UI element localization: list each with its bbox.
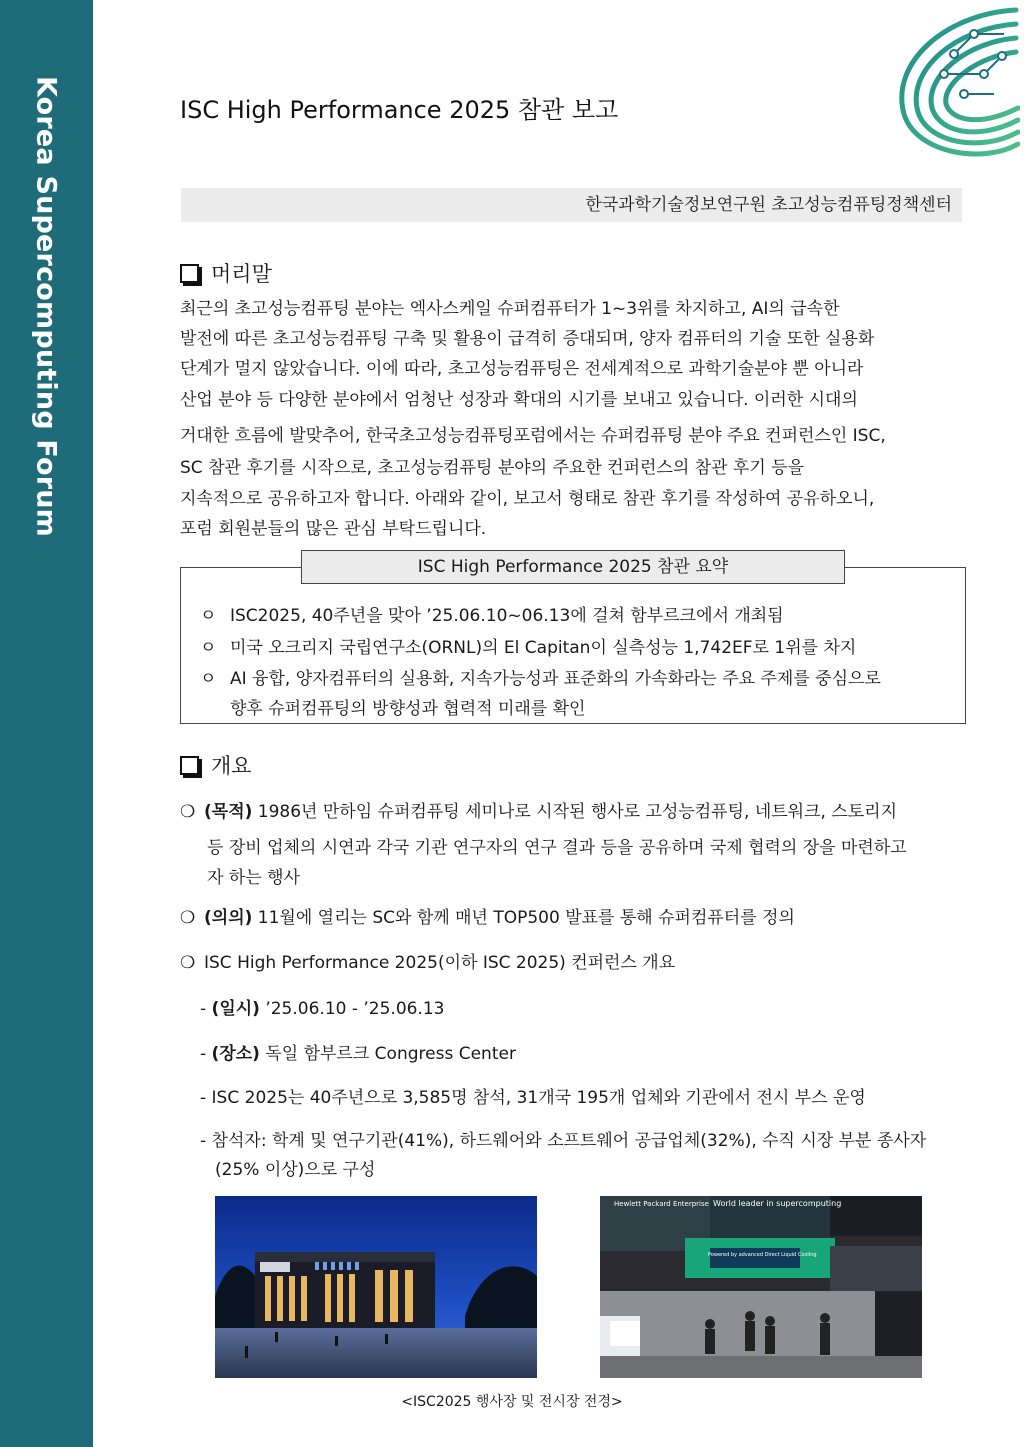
shadow-circle-bullet-icon: ❍ [180,802,196,822]
page-title: ISC High Performance 2025 참관 보고 [180,96,619,124]
photo-caption: <ISC2025 행사장 및 전시장 전경> [401,1394,623,1410]
attendance-item: - ISC 2025는 40주년으로 3,585명 참석, 31개국 195개 업체와 기관에서 전시 부스 운영 [200,1088,866,1108]
circle-bullet-icon: ㅇ [200,669,217,689]
exhibition-photo [600,1196,922,1378]
supercomputing-banner-text: World leader in supercomputing [713,1199,842,1208]
sidebar [0,0,93,1447]
cooling-sign-text: Powered by advanced Direct Liquid Cooling [708,1252,817,1258]
purpose-item: ❍ (목적) 1986년 만하임 슈퍼컴퓨팅 세미나로 시작된 행사로 고성능컴퓨팅, 네트워크, 스토리지 [180,797,964,827]
summary-item: ㅇ 미국 오크리지 국립연구소(ORNL)의 El Capitan이 실측성능 1,742EF로 1위를 차지 [200,633,856,658]
attendees-item: - 참석자: 학계 및 연구기관(41%), 하드웨어와 소프트웨어 공급업체(32%), 수직 시장 부분 종사자 [200,1131,927,1151]
intro-line: 거대한 흐름에 발맞추어, 한국초고성능컴퓨팅포럼에서는 슈퍼컴퓨팅 분야 주요 컨퍼런스인 ISC, [180,426,886,446]
intro-line: 발전에 따른 초고성능컴퓨팅 구축 및 활용이 급격히 증대되며, 양자 컴퓨터의 기술 또한 실용화 [180,329,875,349]
circle-bullet-icon: ㅇ [200,606,217,626]
intro-line: SC 참관 후기를 시작으로, 초고성능컴퓨팅 분야의 주요한 컨퍼런스의 참관 후기 등을 [180,458,805,478]
venue-item: - (장소) 독일 함부르크 Congress Center [200,1044,516,1064]
intro-line: 지속적으로 공유하고자 합니다. 아래와 같이, 보고서 형태로 참관 후기를 작성하여 공유하오니, [180,489,875,509]
circle-bullet-icon: ㅇ [200,638,217,658]
shadow-circle-bullet-icon: ❍ [180,953,196,973]
hpe-banner-text: Hewlett Packard Enterprise [614,1200,709,1208]
summary-item: ㅇ ISC2025, 40주년을 맞아 ’25.06.10~06.13에 걸쳐 함부르크에서 개최됨 [200,601,784,626]
intro-line: 산업 분야 등 다양한 분야에서 엄청난 성장과 확대의 시기를 보내고 있습니다. 이러한 시대의 [180,390,858,410]
conference-overview-item: ❍ ISC High Performance 2025(이하 ISC 2025) 컨퍼런스 개요 [180,948,964,978]
purpose-line: 등 장비 업체의 시연과 각국 기관 연구자의 연구 결과 등을 공유하며 국제 협력의 장을 마련하고 [207,838,907,858]
overview-heading-text: 개요 [211,754,252,778]
date-item: - (일시) ’25.06.10 - ’25.06.13 [200,999,445,1019]
intro-line: 포럼 회원분들의 많은 관심 부탁드립니다. [180,519,487,539]
overview-heading [180,750,252,780]
intro-line: 단계가 멀지 않았습니다. 이에 따라, 초고성능컴퓨팅은 전세계적으로 과학기술분야 뿐 아니라 [180,359,864,379]
org-name: 한국과학기술정보연구원 초고성능컴퓨팅정책센터 [585,195,952,215]
attendees-item-continuation: (25% 이상)으로 구성 [215,1160,376,1180]
intro-heading-text: 머리말 [211,262,272,286]
summary-title: ISC High Performance 2025 참관 요약 [301,550,845,584]
summary-item: ㅇ AI 융합, 양자컴퓨터의 실용화, 지속가능성과 표준화의 가속화라는 주요 주제를 중심으로 [200,664,881,689]
checkbox-bullet-icon [180,756,199,775]
summary-item-continuation: 향후 슈퍼컴퓨팅의 방향성과 협력적 미래를 확인 [230,699,586,719]
org-bar [181,188,962,222]
significance-item: ❍ (의의) 11월에 열리는 SC와 함께 매년 TOP500 발표를 통해 슈퍼컴퓨터를 정의 [180,903,964,933]
intro-line: 최근의 초고성능컴퓨팅 분야는 엑사스케일 슈퍼컴퓨터가 1~3위를 차지하고, AI의 급속한 [180,299,840,319]
checkbox-bullet-icon [180,264,199,283]
sidebar-forum-text: Korea Supercomputing Forum [30,76,62,537]
purpose-line: 자 하는 행사 [207,868,300,888]
shadow-circle-bullet-icon: ❍ [180,908,196,928]
forum-logo-icon [884,4,1020,166]
intro-heading [180,258,272,288]
venue-photo [215,1196,537,1378]
